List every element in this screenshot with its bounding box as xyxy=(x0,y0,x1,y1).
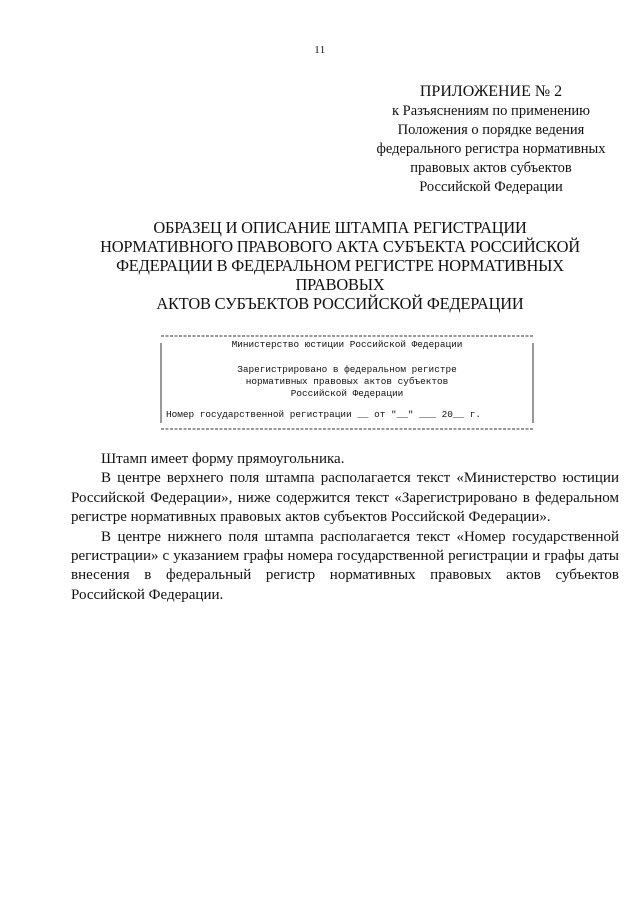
registration-stamp xyxy=(160,335,534,430)
appendix-block xyxy=(360,82,622,197)
appendix-line: Положения о порядке ведения xyxy=(397,122,585,138)
appendix-line: к Разъяснениям по применению xyxy=(391,103,590,119)
paragraph: Штамп имеет форму прямоугольника. xyxy=(101,451,345,467)
stamp-ministry: Министерство юстиции Российской Федерации xyxy=(231,339,463,350)
title-line: АКТОВ СУБЪЕКТОВ РОССИЙСКОЙ ФЕДЕРАЦИИ xyxy=(156,294,524,313)
appendix-line: Российской Федерации xyxy=(419,179,563,195)
stamp-registered-line: Российской Федерации xyxy=(290,388,404,399)
title-line: ФЕДЕРАЦИИ В ФЕДЕРАЛЬНОМ РЕГИСТРЕ НОРМАТИВНЫХ ПРАВОВЫХ xyxy=(116,256,564,294)
title-line: НОРМАТИВНОГО ПРАВОВОГО АКТА СУБЪЕКТА РОССИЙСКОЙ xyxy=(100,237,580,256)
body-text xyxy=(71,450,619,605)
title-line: ОБРАЗЕЦ И ОПИСАНИЕ ШТАМПА РЕГИСТРАЦИИ xyxy=(153,218,527,237)
appendix-heading: ПРИЛОЖЕНИЕ № 2 xyxy=(419,83,563,100)
appendix-line: правовых актов субъектов xyxy=(410,160,572,176)
paragraph: В центре верхнего поля штампа располагается текст «Министерство юстиции Российской Федерации», ниже содержится текст «Зарегистрировано в федеральном регистре нормативных правовых актов субъектов Российской Федерации». xyxy=(71,470,619,526)
document-title xyxy=(70,218,610,313)
stamp-number-line: Номер государственной регистрации __ от "__" ___ 20__ г. xyxy=(166,409,482,420)
paragraph: В центре нижнего поля штампа располагается текст «Номер государственной регистрации» с указанием графы номера государственной регистрации и графы даты внесения в федеральный регистр нормативных правовых актов субъектов Российской Федерации. xyxy=(71,528,619,603)
stamp-registered-line: Зарегистрировано в федеральном регистре xyxy=(237,364,457,375)
stamp-registered-line: нормативных правовых актов субъектов xyxy=(245,376,449,387)
appendix-line: федерального регистра нормативных xyxy=(376,141,606,157)
page-number: 11 xyxy=(314,44,326,56)
